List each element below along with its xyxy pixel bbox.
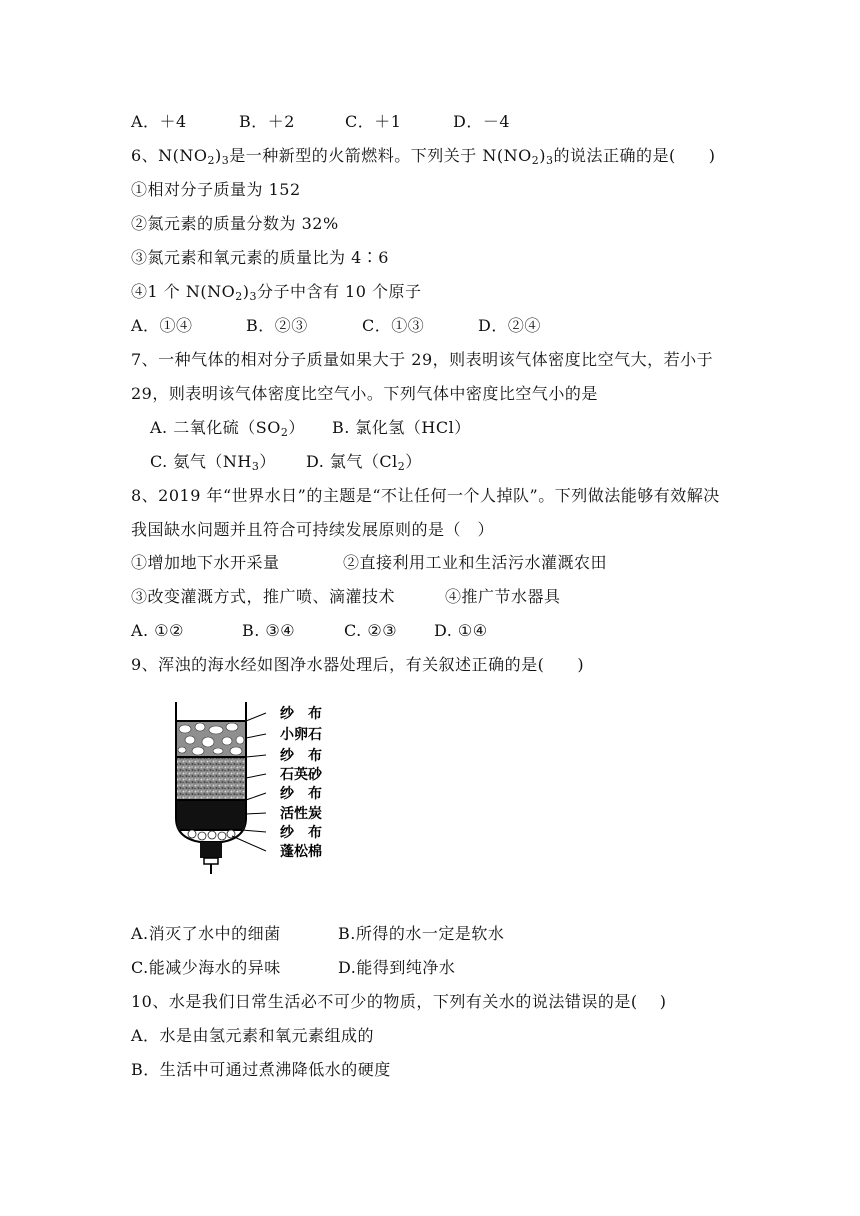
q7-stem-line-2: 29，则表明该气体密度比空气小。下列气体中密度比空气小的是 (131, 384, 598, 403)
q6-option-c: C．①③ (362, 316, 425, 335)
q9-stem: 9、浑浊的海水经如图净水器处理后，有关叙述正确的是( ) (131, 655, 585, 674)
q7-option-c: C. 氨气$(NH_3)$ (150, 452, 276, 473)
q9-options-row-1 (131, 924, 504, 944)
q9-option-d: D.能得到纯净水 (338, 958, 456, 977)
q8-option-b: B. ③④ (242, 621, 296, 640)
q7-option-d: D. 氯气$(Cl_2)$ (306, 452, 422, 473)
q8-option-a: A. ①② (131, 621, 184, 640)
q6-option-a: A．①④ (131, 316, 193, 335)
q9-option-b: B.所得的水一定是软水 (338, 924, 505, 943)
q6-option-d: D．②④ (478, 316, 541, 335)
q6-item-3: ③氮元素和氧元素的质量比为 4∶6 (131, 248, 389, 267)
q8-option-d: D. ①④ (434, 621, 488, 640)
q6-option-b: B．②③ (246, 316, 308, 335)
q5-option-b: B．＋2 (239, 112, 295, 131)
q10-option-a: A．水是由氢元素和氧元素组成的 (131, 1026, 375, 1045)
q7-option-b: B. 氯化氢（HCl） (332, 418, 471, 437)
q5-option-d: D．－4 (453, 112, 511, 131)
q8-stem-line-2: 我国缺水问题并且符合可持续发展原则的是（ ） (131, 520, 495, 539)
q10-stem: 10、水是我们日常生活必不可少的物质，下列有关水的说法错误的是( ) (131, 992, 667, 1011)
label-pebble: 小卵石 (280, 727, 322, 743)
quartz-sand-layer (177, 758, 245, 800)
q5-options (131, 112, 510, 132)
water-purifier-diagram (170, 700, 340, 880)
q6-item-1: ①相对分子质量为 152 (131, 180, 301, 199)
q7-stem-line-1: 7、一种气体的相对分子质量如果大于 29，则表明该气体密度比空气大，若小于 (131, 350, 714, 369)
q6-stem: 6、$N(NO_2)_3$是一种新型的火箭燃料。下列关于 $N(NO_2)_3$的说法正确的是( ) (131, 146, 716, 167)
q6-item-2: ②氮元素的质量分数为 32% (131, 214, 339, 233)
label-gauze-1: 纱 布 (280, 706, 322, 722)
label-gauze-2: 纱 布 (280, 748, 322, 764)
q8-options (131, 621, 488, 641)
q9-options-row-2 (131, 958, 455, 978)
q8-items-row-2 (131, 587, 561, 607)
q8-option-c: C. ②③ (344, 621, 398, 640)
q5-option-c: C．＋1 (345, 112, 402, 131)
q8-item-4: ④推广节水器具 (445, 587, 561, 606)
q10-option-b: B．生活中可通过煮沸降低水的硬度 (131, 1060, 391, 1079)
label-cotton: 蓬松棉 (280, 844, 322, 860)
q6-options (131, 316, 541, 336)
q7-options-row-2 (150, 452, 422, 472)
q8-stem-line-1: 8、2019 年“世界水日”的主题是“不让任何一个人掉队”。下列做法能够有效解决 (131, 486, 720, 505)
label-activated-carbon: 活性炭 (280, 806, 322, 822)
q8-item-1: ①增加地下水开采量 (131, 553, 280, 572)
label-quartz-sand: 石英砂 (280, 767, 322, 783)
q9-option-c: C.能减少海水的异味 (131, 958, 281, 977)
q8-item-3: ③改变灌溉方式，推广喷、滴灌技术 (131, 587, 396, 606)
q8-items-row-1 (131, 553, 607, 573)
q7-options-row-1 (150, 418, 471, 438)
q9-option-a: A.消灭了水中的细菌 (131, 924, 281, 943)
q8-item-2: ②直接利用工业和生活污水灌溉农田 (343, 553, 608, 572)
q7-option-a: A. 二氧化硫$(SO_2)$ (150, 418, 305, 439)
q6-item-4: ④1 个 $N(NO_2)_3$分子中含有 10 个原子 (131, 282, 422, 303)
q5-option-a: A．＋4 (131, 112, 187, 131)
label-gauze-3: 纱 布 (280, 786, 322, 802)
label-gauze-4: 纱 布 (280, 825, 322, 841)
